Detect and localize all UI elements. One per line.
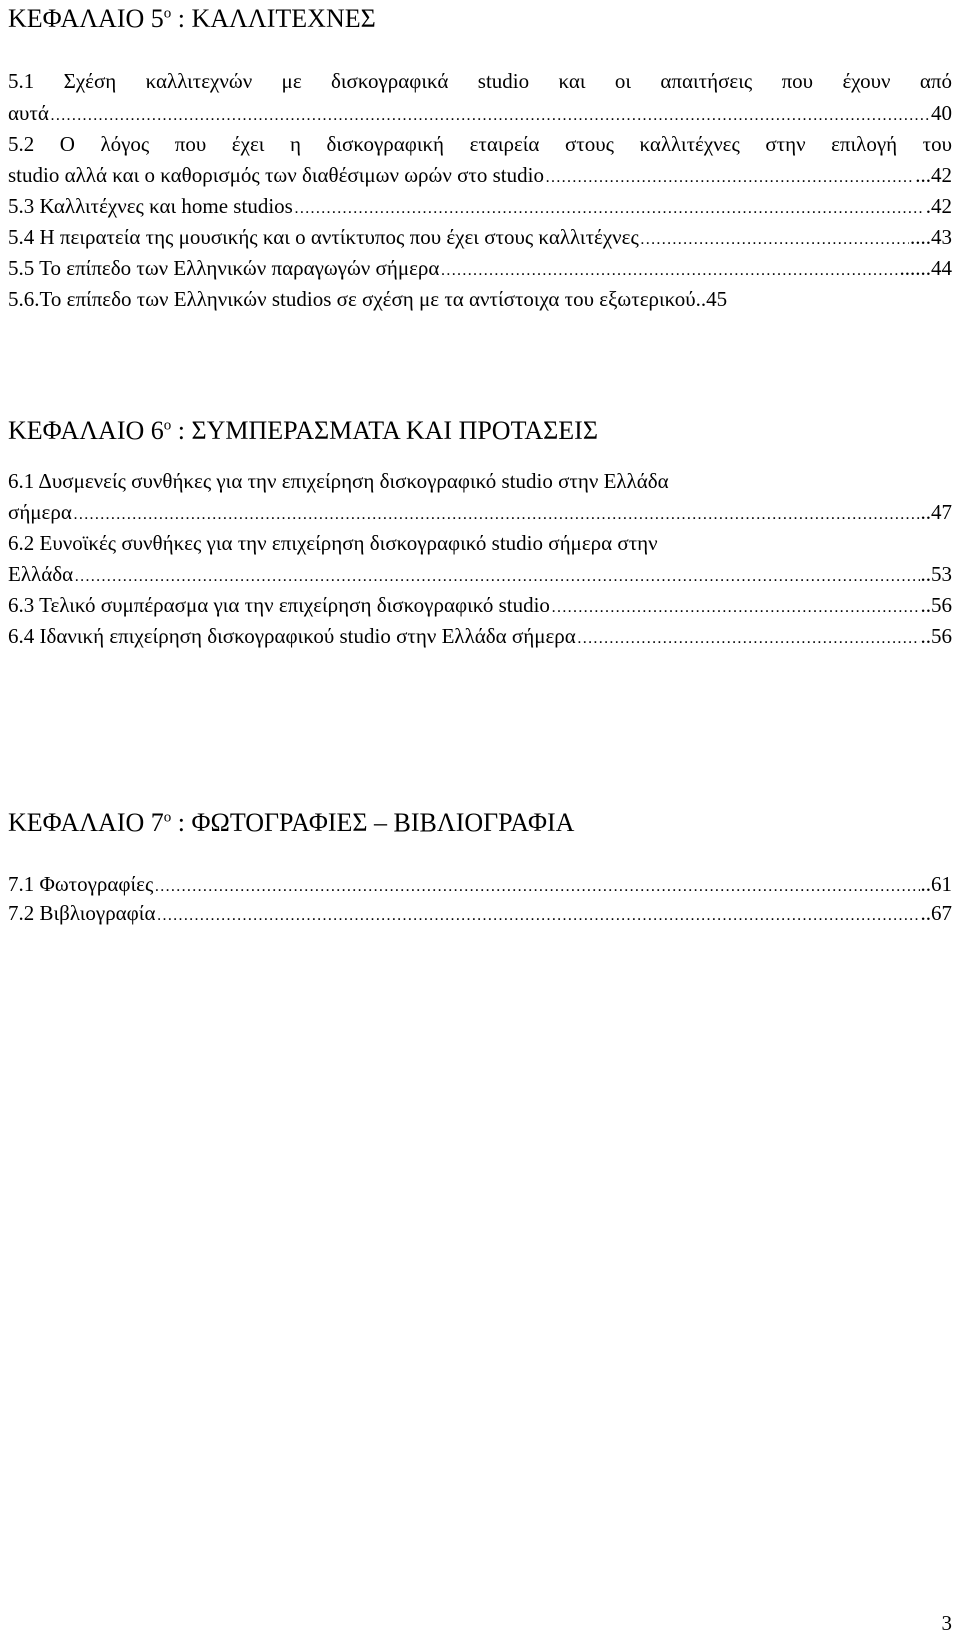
toc-entry-5-6-text: 5.6.Το επίπεδο των Ελληνικών studios σε σχέση με τα αντίστοιχα του εξωτερικού [8, 287, 696, 311]
toc-entry-5-4 [8, 227, 952, 248]
chapter-5-heading [8, 6, 376, 32]
toc-entry-6-2-page: ..53 [920, 562, 952, 586]
toc-entry-6-1-text: σήμερα [8, 500, 72, 524]
dot-leader [640, 232, 909, 248]
dot-leader [545, 170, 914, 186]
dot-leader [74, 569, 919, 585]
toc-entry-5-4-page: ....43 [910, 225, 952, 249]
toc-entry-7-1-page: ..61 [920, 872, 952, 896]
toc-entry-6-2-line1: 6.2 Ευνοϊκές συνθήκες για την επιχείρηση δισκογραφικό studio σήμερα στην [8, 531, 658, 555]
dot-leader [577, 631, 920, 647]
toc-entry-7-2-page: ..67 [920, 901, 952, 925]
toc-entry-5-2-line2 [8, 165, 952, 186]
toc-entry-6-3-page: ..56 [920, 593, 952, 617]
chapter-7-heading [8, 810, 574, 836]
toc-entry-5-2-text: studio αλλά και ο καθορισμός των διαθέσιμων ωρών στο studio [8, 163, 544, 187]
toc-entry-5-3 [8, 196, 952, 217]
toc-entry-7-1 [8, 874, 952, 895]
toc-entry-5-6 [8, 289, 952, 310]
chapter-5-heading-prefix: ΚΕΦΑΛΑΙΟ 5 [8, 4, 164, 33]
dot-leader [440, 263, 898, 279]
chapter-5-heading-suffix: : ΚΑΛΛΙΤΕΧΝΕΣ [171, 4, 376, 33]
toc-entry-6-2-line2 [8, 564, 952, 585]
chapter-7-heading-suffix: : ΦΩΤΟΓΡΑΦΙΕΣ – ΒΙΒΛΙΟΓΡΑΦΙΑ [171, 808, 575, 837]
toc-entry-6-4-page: ..56 [920, 624, 952, 648]
dot-leader [73, 507, 920, 523]
toc-entry-6-3 [8, 595, 952, 616]
chapter-7-heading-prefix: ΚΕΦΑΛΑΙΟ 7 [8, 808, 164, 837]
chapter-6-heading-suffix: : ΣΥΜΠΕΡΑΣΜΑΤΑ ΚΑΙ ΠΡΟΤΑΣΕΙΣ [171, 416, 598, 445]
toc-entry-5-2-line1: 5.2 Ο λόγος που έχει η δισκογραφική εταιρεία στους καλλιτέχνες στην επιλογή του [8, 132, 952, 156]
toc-entry-7-2-text: 7.2 Βιβλιογραφία [8, 901, 156, 925]
chapter-6-heading-sup: ο [163, 417, 172, 434]
toc-entry-5-1-page: 40 [931, 101, 952, 125]
toc-entry-5-1-line1: 5.1 Σχέση καλλιτεχνών με δισκογραφικά studio και οι απαιτήσεις που έχουν από [8, 69, 952, 93]
toc-entry-5-1-line2 [8, 103, 952, 124]
dot-leader [50, 108, 930, 124]
toc-entry-5-5 [8, 258, 952, 279]
dot-leader [551, 600, 920, 616]
toc-entry-6-1-line2 [8, 502, 952, 523]
chapter-5-heading-sup: ο [163, 5, 172, 22]
toc-entry-5-5-page: ......44 [899, 256, 952, 280]
toc-entry-7-2 [8, 903, 952, 924]
toc-entry-6-3-text: 6.3 Τελικό συμπέρασμα για την επιχείρηση δισκογραφικό studio [8, 593, 550, 617]
chapter-6-heading [8, 418, 598, 444]
toc-entry-6-1-line1: 6.1 Δυσμενείς συνθήκες για την επιχείρηση δισκογραφικό studio στην Ελλάδα [8, 469, 669, 493]
toc-entry-6-4-text: 6.4 Ιδανική επιχείρηση δισκογραφικού studio στην Ελλάδα σήμερα [8, 624, 576, 648]
toc-entry-5-1-text: αυτά [8, 101, 49, 125]
toc-entry-6-4 [8, 626, 952, 647]
dot-leader [156, 908, 919, 924]
toc-entry-5-3-page: .42 [925, 194, 952, 218]
toc-entry-6-2-text: Ελλάδα [8, 562, 74, 586]
toc-entry-5-6-page: ..45 [695, 287, 728, 311]
chapter-7-heading-sup: ο [163, 809, 172, 826]
page-number: 3 [941, 1611, 952, 1635]
toc-entry-5-5-text: 5.5 Το επίπεδο των Ελληνικών παραγωγών σήμερα [8, 256, 440, 280]
toc-entry-5-3-text: 5.3 Καλλιτέχνες και home studios [8, 194, 293, 218]
dot-leader [154, 879, 919, 895]
chapter-6-heading-prefix: ΚΕΦΑΛΑΙΟ 6 [8, 416, 164, 445]
toc-entry-6-1-page: ..47 [920, 500, 952, 524]
toc-entry-5-2-page: ...42 [915, 163, 952, 187]
toc-entry-7-1-text: 7.1 Φωτογραφίες [8, 872, 154, 896]
dot-leader [294, 201, 925, 217]
toc-entry-5-4-text: 5.4 Η πειρατεία της μουσικής και ο αντίκτυπος που έχει στους καλλιτέχνες [8, 225, 639, 249]
